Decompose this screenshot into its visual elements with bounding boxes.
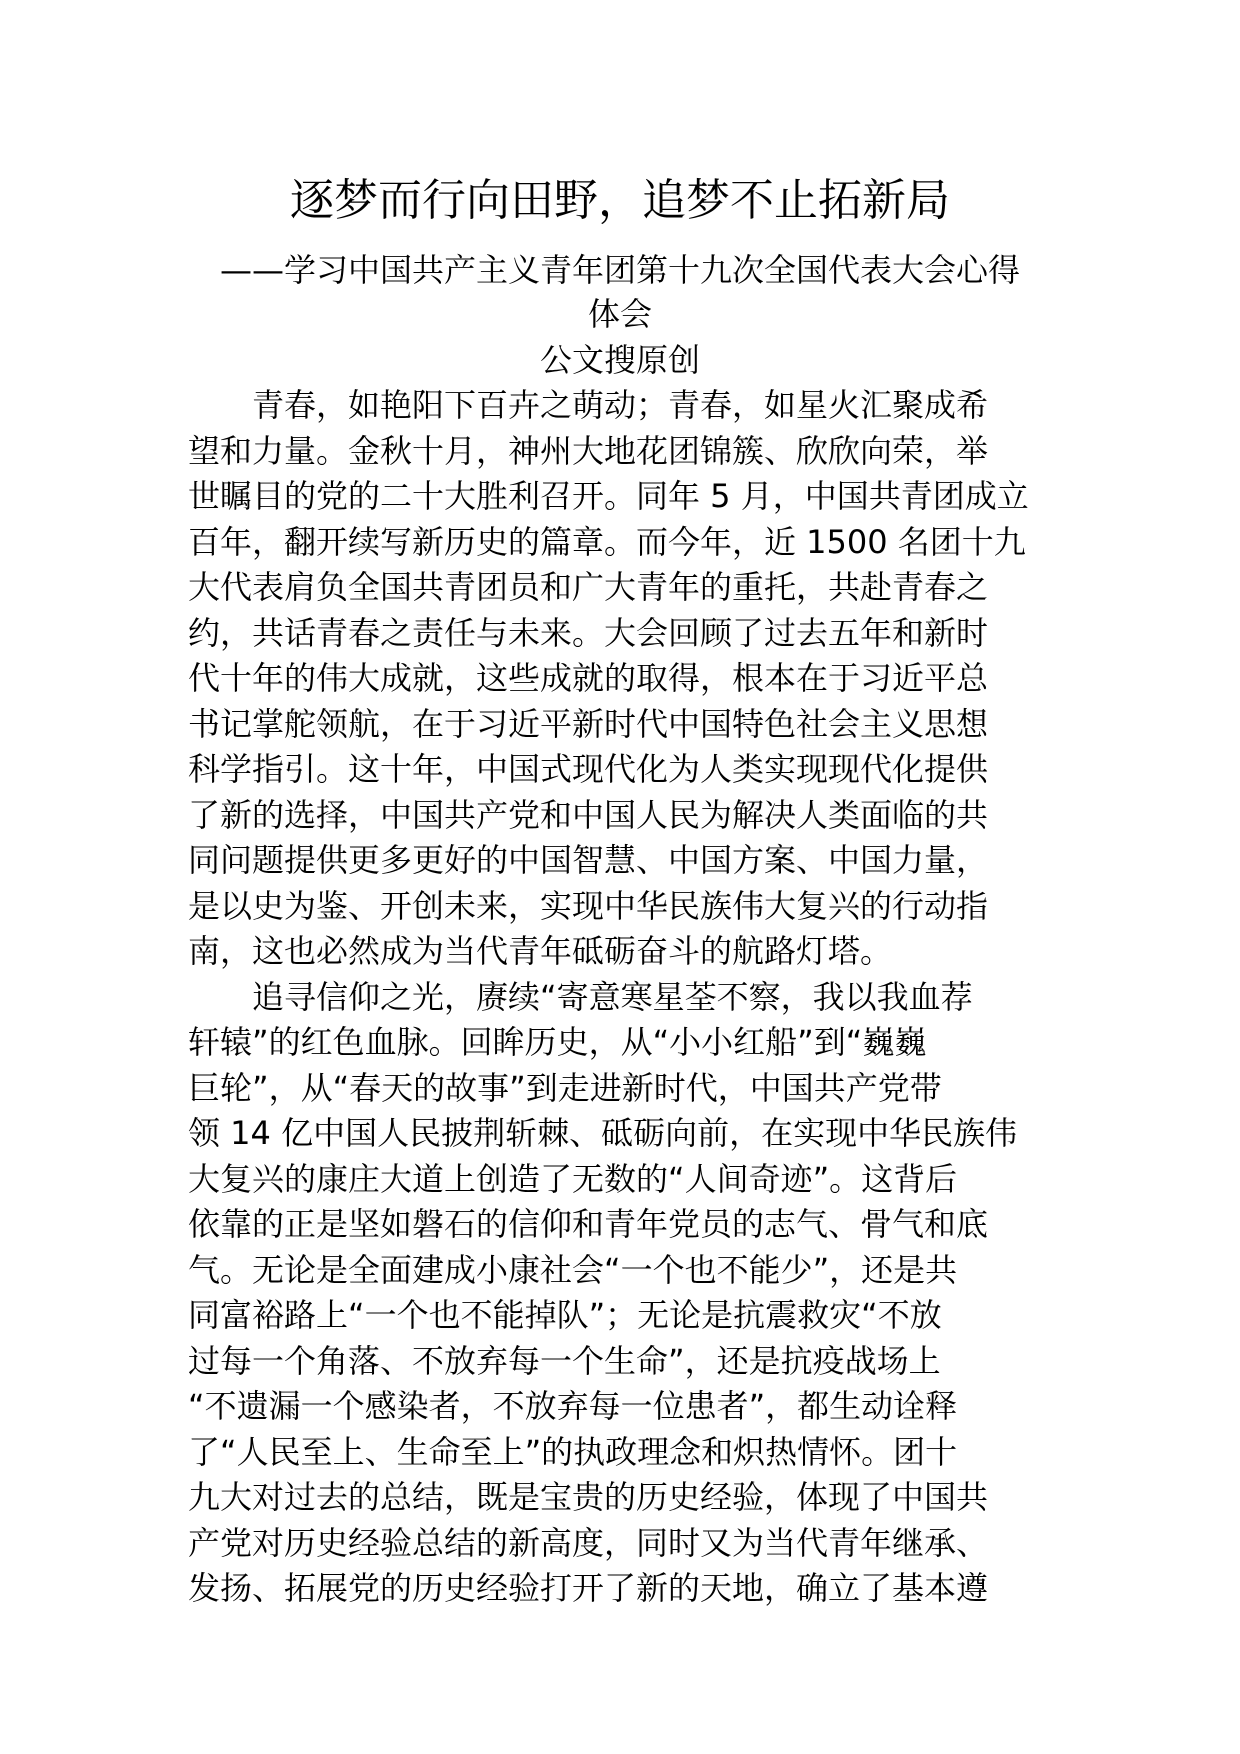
byline: 公文搜原创 [539, 341, 700, 379]
text-line: 九大对过去的总结，既是宝贵的历史经验，体现了中国共 [188, 1478, 989, 1516]
text-line: 是以史为鉴、开创未来，实现中华民族伟大复兴的行动指 [188, 886, 989, 925]
text-line: 百年，翻开续写新历史的篇章。而今年，近 1500 名团十九 [188, 522, 1026, 561]
subtitle-line-2: 体会 [587, 295, 652, 333]
text-line: 同富裕路上“一个也不能掉队”；无论是抗震救灾“不放 [188, 1296, 942, 1334]
text-line: 大复兴的康庄大道上创造了无数的“人间奇迹”。这背后 [188, 1159, 958, 1198]
body-text [188, 383, 1068, 1612]
text-line: 了新的选择，中国共产党和中国人民为解决人类面临的共 [188, 795, 989, 834]
text-line: 同问题提供更多更好的中国智慧、中国方案、中国力量， [188, 841, 989, 879]
text-line: 产党对历史经验总结的新高度，同时又为当代青年继承、 [188, 1523, 989, 1562]
text-line: 大代表肩负全国共青团员和广大青年的重托，共赴青春之 [188, 568, 989, 606]
text-line: 书记掌舵领航，在于习近平新时代中国特色社会主义思想 [188, 704, 989, 743]
subtitle-line-1: ——学习中国共产主义青年团第十九次全国代表大会心得 [219, 251, 1020, 289]
text-line: 过每一个角落、不放弃每一个生命”，还是抗疫战场上 [188, 1341, 941, 1380]
text-line: 约，共话青春之责任与未来。大会回顾了过去五年和新时 [188, 613, 989, 652]
text-line: 气。无论是全面建成小康社会“一个也不能少”，还是共 [188, 1250, 958, 1289]
text-line: 世瞩目的党的二十大胜利召开。同年 5 月，中国共青团成立 [188, 477, 1029, 515]
text-line: 代十年的伟大成就，这些成就的取得，根本在于习近平总 [188, 659, 989, 697]
text-line: “不遗漏一个感染者，不放弃每一位患者”，都生动诠释 [188, 1387, 958, 1425]
text-line: 望和力量。金秋十月，神州大地花团锦簇、欣欣向荣，举 [188, 431, 989, 470]
text-line: 依靠的正是坚如磐石的信仰和青年党员的志气、骨气和底 [188, 1205, 989, 1243]
page-title: 逐梦而行向田野，追梦不止拓新局 [290, 175, 950, 226]
text-line: 科学指引。这十年，中国式现代化为人类实现现代化提供 [188, 750, 989, 788]
text-line: 南，这也必然成为当代青年砥砺奋斗的航路灯塔。 [188, 932, 893, 970]
text-line: 轩辕”的红色血脉。回眸历史，从“小小红船”到“巍巍 [188, 1023, 927, 1061]
text-line: 追寻信仰之光，赓续“寄意寒星荃不察，我以我血荐 [252, 977, 973, 1016]
text-line: 巨轮”，从“春天的故事”到走进新时代，中国共产党带 [188, 1068, 942, 1107]
text-line: 青春，如艳阳下百卉之萌动；青春，如星火汇聚成希 [252, 386, 989, 424]
text-line: 领 14 亿中国人民披荆斩棘、砥砺向前，在实现中华民族伟 [188, 1114, 1018, 1152]
text-line: 发扬、拓展党的历史经验打开了新的天地，确立了基本遵 [188, 1569, 989, 1607]
text-line: 了“人民至上、生命至上”的执政理念和炽热情怀。团十 [188, 1432, 958, 1471]
